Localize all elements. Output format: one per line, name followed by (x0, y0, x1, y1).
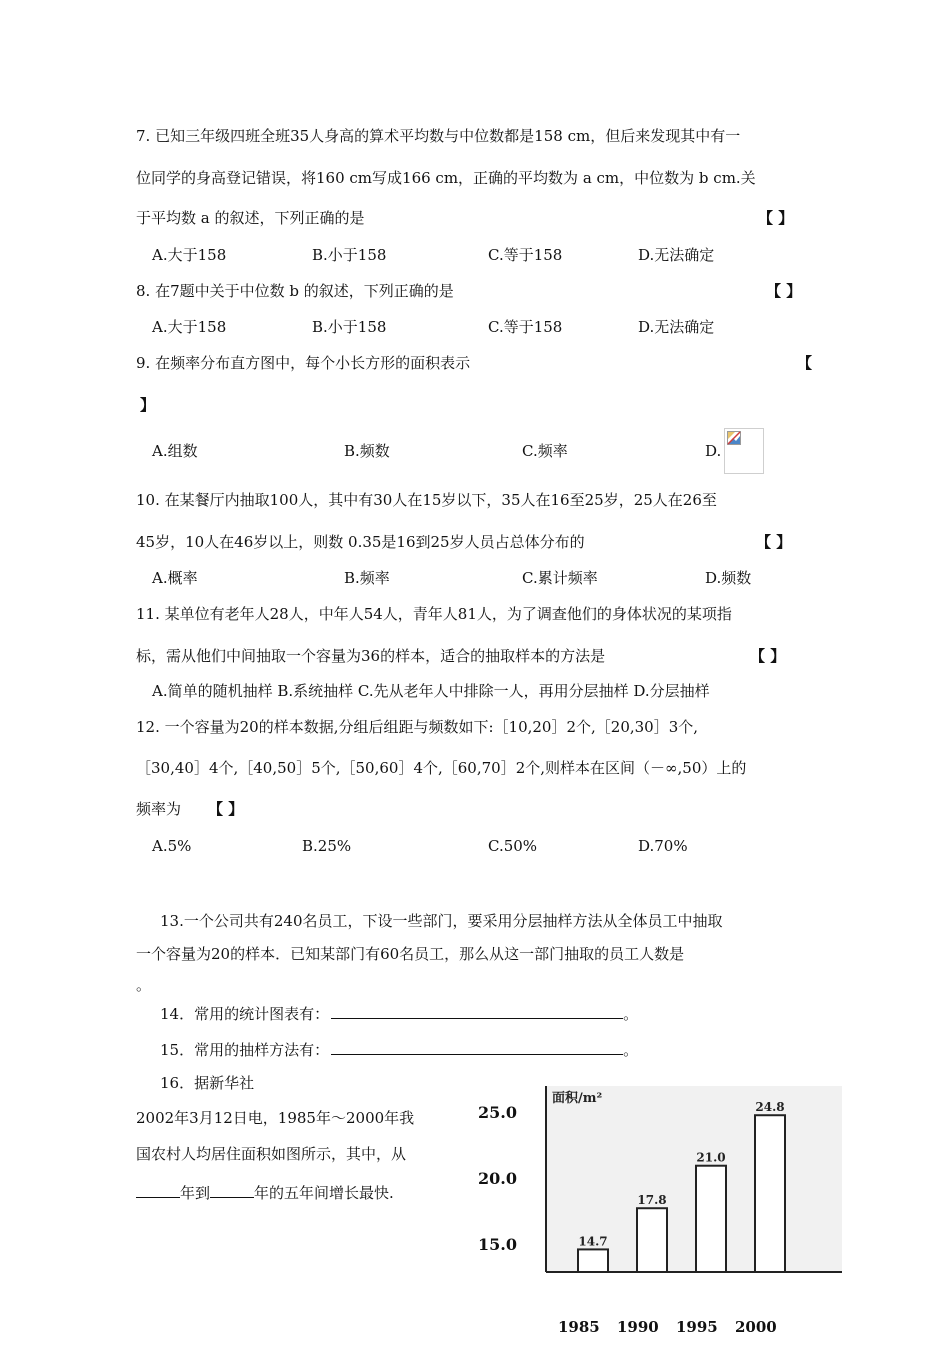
housing-area-chart-svg (470, 1080, 850, 1344)
chart-bar-1990 (637, 1208, 667, 1272)
chart-x-tick-1995: 1995 (676, 1318, 718, 1336)
q12-line-2: ［30,40］4个,［40,50］5个,［50,60］4个,［60,70］2个,则样本在区间（－∞,50）上的 (136, 759, 747, 777)
q8-option-b: B.小于158 (312, 318, 387, 336)
chart-value-label-1990: 17.8 (637, 1193, 667, 1208)
q8-option-a: A.大于158 (152, 318, 227, 336)
q10-option-a: A.概率 (152, 569, 198, 587)
chart-y-axis-label: 面积/m² (552, 1091, 603, 1106)
chart-value-label-1995: 21.0 (696, 1150, 726, 1165)
q10-answer-bracket: 【 】 (756, 533, 792, 551)
q7-option-c: C.等于158 (488, 246, 563, 264)
q16-line-3: 国农村人均居住面积如图所示，其中，从 (136, 1145, 407, 1163)
q10-option-d: D.频数 (705, 569, 752, 587)
chart-x-tick-2000: 2000 (735, 1318, 777, 1336)
q16-mid-text-2: 年的五年间增长最快. (254, 1184, 394, 1202)
chart-x-tick-1985: 1985 (558, 1318, 600, 1336)
q7-line-3: 于平均数 a 的叙述，下列正确的是 (136, 209, 365, 227)
q9-option-c: C.频率 (522, 442, 568, 460)
chart-value-label-1985: 14.7 (578, 1234, 608, 1249)
q8-option-c: C.等于158 (488, 318, 563, 336)
q16-line-4 (136, 1181, 394, 1203)
q12-option-a: A.5% (152, 837, 192, 855)
q13-line-1: 13.一个公司共有240名员工，下设一些部门，要采用分层抽样方法从全体员工中抽取 (160, 912, 723, 930)
q11-line-1: 11. 某单位有老年人28人，中年人54人，青年人81人，为了调查他们的身体状况的某项指 (136, 605, 732, 623)
q9-bracket-open: 【 (797, 354, 813, 372)
q13-line-2: 一个容量为20的样本．已知某部门有60名员工，那么从这一部门抽取的员工人数是 (136, 945, 685, 963)
chart-y-tick-15.0: 15.0 (478, 1235, 517, 1255)
q16-mid-text-1: 年到 (180, 1184, 211, 1202)
chart-y-tick-20.0: 20.0 (478, 1169, 517, 1188)
q16-start-year-blank (136, 1181, 180, 1198)
q11-options: A.简单的随机抽样 B.系统抽样 C.先从老年人中排除一人，再用分层抽样 D.分层抽样 (152, 682, 710, 700)
q15-text: 15．常用的抽样方法有： (160, 1041, 330, 1059)
q13-line-3: 。 (136, 976, 152, 994)
q7-option-d: D.无法确定 (638, 246, 715, 264)
q15-end: 。 (623, 1041, 639, 1059)
q7-option-a: A.大于158 (152, 246, 227, 264)
q9-option-a: A.组数 (152, 442, 198, 460)
q8-option-d: D.无法确定 (638, 318, 715, 336)
q10-option-b: B.频率 (344, 569, 390, 587)
q12-line-3: 频率为 (136, 800, 182, 818)
chart-y-tick-25.0: 25.0 (478, 1102, 517, 1122)
chart-bar-2000 (755, 1115, 785, 1272)
housing-area-chart (470, 1080, 850, 1344)
q9-option-d: D. (705, 442, 722, 460)
q9-bracket-close: 】 (140, 396, 156, 414)
q16-line-1: 16．据新华社 (160, 1074, 255, 1092)
q8-answer-bracket: 【 】 (766, 282, 802, 300)
q7-line-2: 位同学的身高登记错误，将160 cm写成166 cm，正确的平均数为 a cm，中位数为 b cm.关 (136, 169, 756, 187)
q14-end: 。 (623, 1005, 639, 1023)
q11-line-2: 标，需从他们中间抽取一个容量为36的样本，适合的抽取样本的方法是 (136, 647, 606, 665)
chart-value-label-2000: 24.8 (755, 1100, 785, 1115)
broken-image-placeholder (724, 428, 764, 474)
q15-answer-blank (331, 1038, 623, 1055)
q16-end-year-blank (210, 1181, 254, 1198)
q12-option-b: B.25% (302, 837, 352, 855)
q10-line-1: 10. 在某餐厅内抽取100人，其中有30人在15岁以下，35人在16至25岁，25人在26至 (136, 491, 717, 509)
q12-answer-bracket: 【 】 (208, 800, 244, 818)
q15-line (160, 1038, 638, 1060)
q9-option-b: B.频数 (344, 442, 390, 460)
q14-answer-blank (331, 1002, 623, 1019)
broken-image-icon (727, 431, 741, 445)
q14-text: 14．常用的统计图表有： (160, 1005, 330, 1023)
q12-option-c: C.50% (488, 837, 538, 855)
q7-option-b: B.小于158 (312, 246, 387, 264)
chart-bar-1985 (578, 1249, 608, 1272)
chart-bar-1995 (696, 1166, 726, 1272)
q7-answer-bracket: 【 】 (758, 209, 794, 227)
q8-line: 8. 在7题中关于中位数 b 的叙述，下列正确的是 (136, 282, 454, 300)
q9-line: 9. 在频率分布直方图中，每个小长方形的面积表示 (136, 354, 471, 372)
q10-line-2: 45岁，10人在46岁以上，则数 0.35是16到25岁人员占总体分布的 (136, 533, 585, 551)
q12-line-1: 12. 一个容量为20的样本数据,分组后组距与频数如下:［10,20］2个,［20,30］3个, (136, 718, 699, 736)
q16-line-2: 2002年3月12日电，1985年～2000年我 (136, 1109, 415, 1127)
q11-answer-bracket: 【 】 (750, 647, 786, 665)
q12-option-d: D.70% (638, 837, 688, 855)
chart-x-tick-1990: 1990 (617, 1318, 659, 1336)
q7-line-1: 7. 已知三年级四班全班35人身高的算术平均数与中位数都是158 cm，但后来发现其中有一 (136, 127, 741, 145)
q14-line (160, 1002, 638, 1024)
q10-option-c: C.累计频率 (522, 569, 598, 587)
